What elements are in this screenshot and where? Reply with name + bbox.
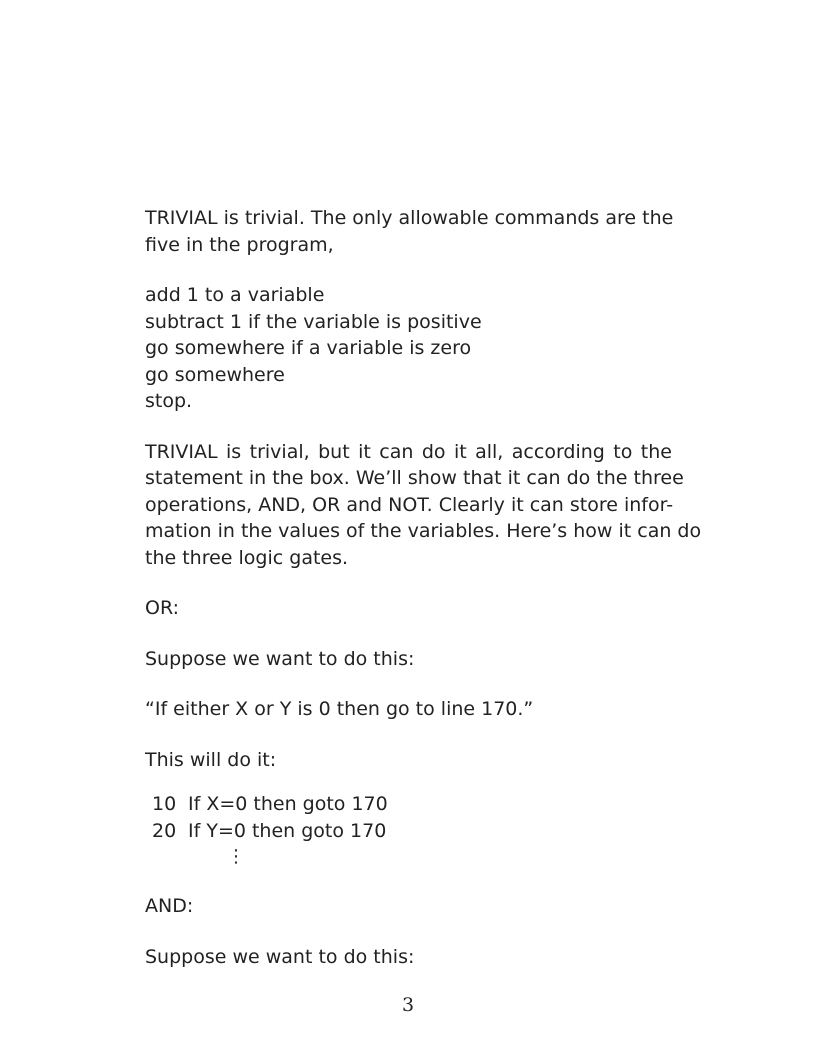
and-heading: AND: <box>145 895 194 917</box>
code-line <box>152 791 672 818</box>
command-item: add 1 to a variable <box>145 284 325 306</box>
or-suppose-text: Suppose we want to do this: <box>145 647 415 670</box>
page-number: 3 <box>401 994 415 1016</box>
command-item: go somewhere if a variable is zero <box>145 337 472 359</box>
command-item: stop. <box>145 390 193 412</box>
claim-paragraph <box>145 439 702 572</box>
claim-line: operations, AND, OR and NOT. Clearly it can store infor- <box>145 493 674 516</box>
or-code-block <box>152 791 672 873</box>
page-content <box>145 205 702 970</box>
claim-line: TRIVIAL is trivial, but it can do it all, according to the <box>145 440 672 463</box>
code-line <box>152 818 672 845</box>
vertical-ellipsis-glyph: ⋮ <box>227 846 245 867</box>
or-heading: OR: <box>145 597 179 619</box>
code-line-text: If Y=0 then goto 170 <box>188 820 387 842</box>
or-quote: “If either X or Y is 0 then go to line 170.” <box>145 698 534 720</box>
claim-line: mation in the values of the variables. Here’s how it can do <box>145 520 702 542</box>
vertical-ellipsis <box>227 845 672 873</box>
and-suppose-text: Suppose we want to do this: <box>145 945 415 968</box>
intro-line-1: TRIVIAL is trivial. The only allowable commands are the <box>145 207 674 229</box>
claim-line: the three logic gates. <box>145 546 349 569</box>
code-line-text: If X=0 then goto 170 <box>188 793 388 815</box>
intro-paragraph <box>145 205 672 258</box>
command-list <box>145 282 672 415</box>
command-item: go somewhere <box>145 363 285 386</box>
code-line-number: 20 <box>152 820 177 842</box>
claim-line: statement in the box. We’ll show that it can do the three <box>145 467 684 489</box>
or-lead-text: This will do it: <box>145 748 277 771</box>
intro-line-2: five in the program, <box>145 233 334 256</box>
code-line-number: 10 <box>152 793 177 815</box>
command-item: subtract 1 if the variable is positive <box>145 310 482 333</box>
